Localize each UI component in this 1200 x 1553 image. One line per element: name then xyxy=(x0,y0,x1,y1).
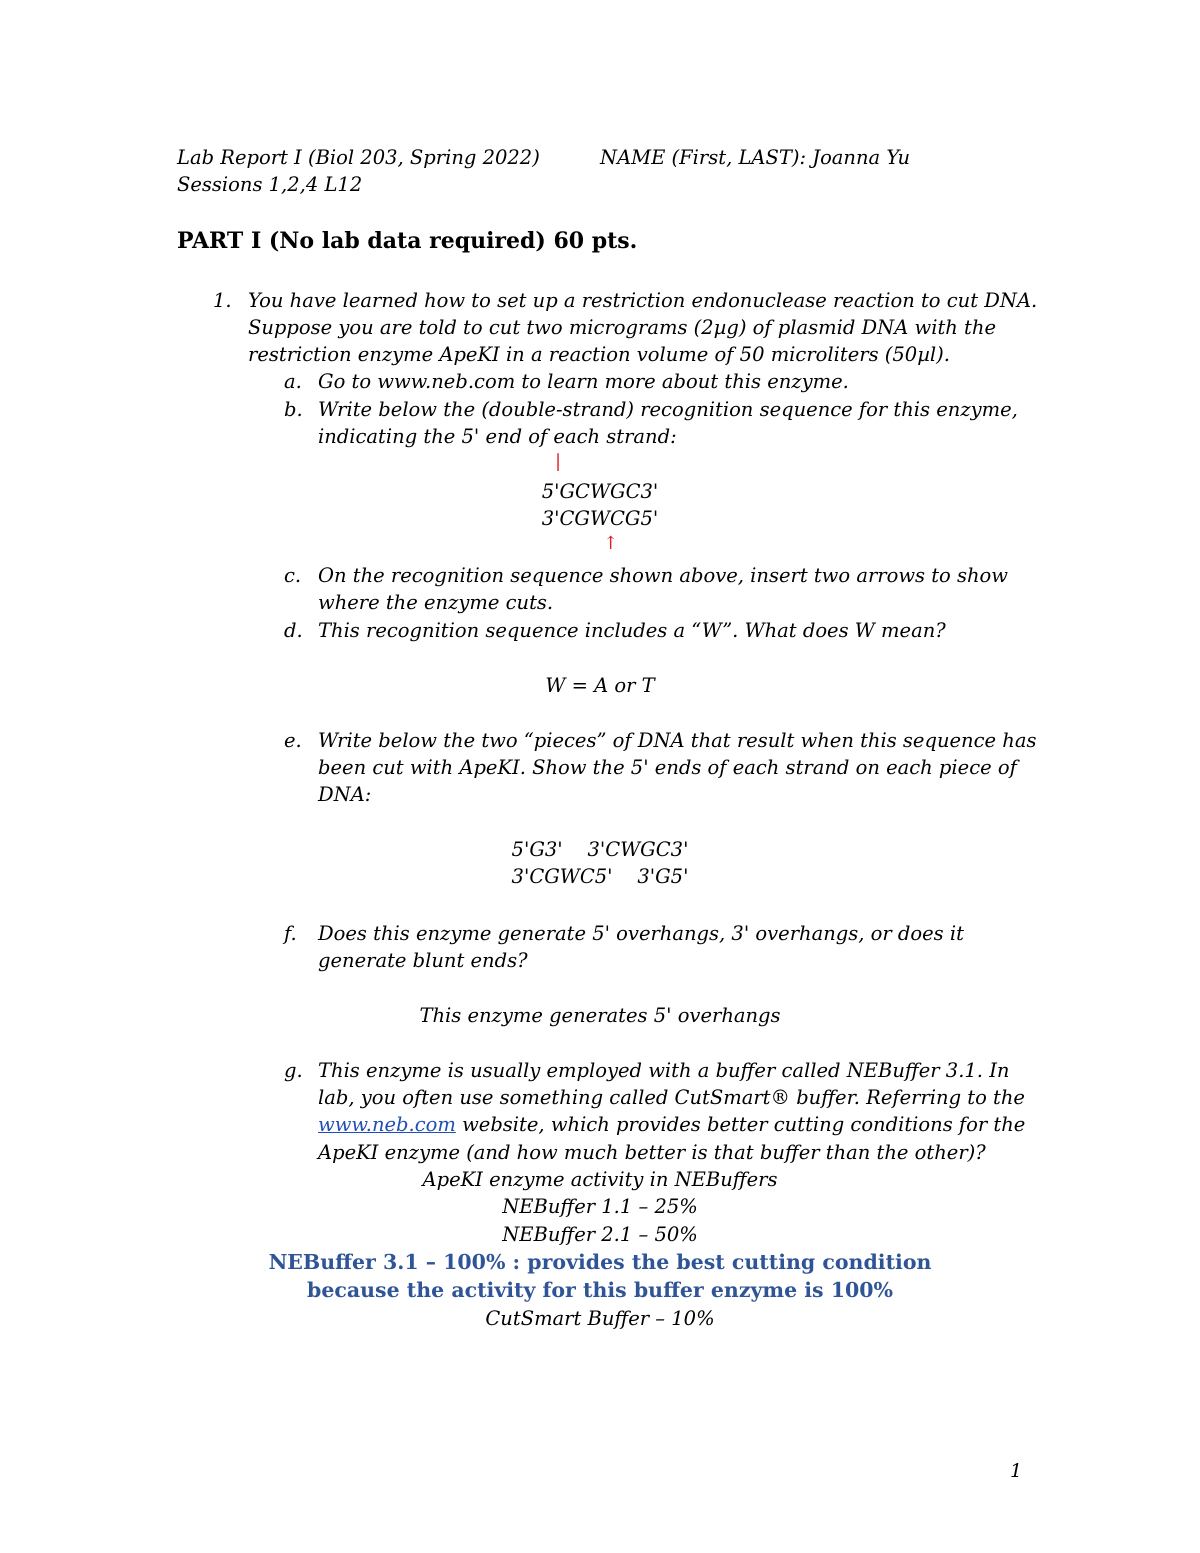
item-b-marker: b. xyxy=(284,398,303,421)
activity-title: ApeKI enzyme activity in NEBuffers xyxy=(422,1168,778,1191)
student-name: NAME (First, LAST): Joanna Yu xyxy=(600,146,911,169)
item-f-answer: This enzyme generates 5' overhangs xyxy=(419,1004,781,1027)
item-g-marker: g. xyxy=(284,1059,303,1082)
item-e-text: been cut with ApeKI. Show the 5' ends of each strand on each piece of xyxy=(318,756,1017,779)
item-g-text: website, which provides better cutting conditions for the xyxy=(455,1113,1026,1136)
part-heading: PART I (No lab data required) 60 pts. xyxy=(177,228,638,254)
item-f-marker: f. xyxy=(284,922,297,945)
report-title: Lab Report I (Biol 203, Spring 2022) xyxy=(177,146,540,169)
buffer-3-best-answer: NEBuffer 3.1 – 100% : provides the best cutting condition xyxy=(268,1250,932,1274)
item-c-text: On the recognition sequence shown above, insert two arrows to show xyxy=(318,564,1008,587)
item-f-text: generate blunt ends? xyxy=(318,949,528,972)
question-text-line: Suppose you are told to cut two micrograms (2µg) of plasmid DNA with the xyxy=(248,316,996,339)
item-a-text: Go to www.neb.com to learn more about this enzyme. xyxy=(318,370,849,393)
page-number: 1 xyxy=(1010,1460,1023,1482)
cutsmart-activity: CutSmart Buffer – 10% xyxy=(485,1307,715,1330)
item-e-text: DNA: xyxy=(318,783,372,806)
item-c-text: where the enzyme cuts. xyxy=(318,591,554,614)
question-text-line: restriction enzyme ApeKI in a reaction volume of 50 microliters (50µl). xyxy=(248,343,950,366)
question-number: 1. xyxy=(213,289,232,312)
item-f-text: Does this enzyme generate 5' overhangs, 3' overhangs, or does it xyxy=(318,922,964,945)
item-d-marker: d. xyxy=(284,619,303,642)
item-a-marker: a. xyxy=(284,370,302,393)
item-b-text: indicating the 5' end of each strand: xyxy=(318,425,677,448)
buffer-2-activity: NEBuffer 2.1 – 50% xyxy=(502,1223,698,1246)
item-g-text: lab, you often use something called CutSmart® buffer. Referring to the xyxy=(318,1086,1025,1109)
item-g-text: ApeKI enzyme (and how much better is that buffer than the other)? xyxy=(318,1141,986,1164)
recognition-seq-top: 5'GCWGC3' xyxy=(541,480,659,503)
item-c-marker: c. xyxy=(284,564,302,587)
buffer-1-activity: NEBuffer 1.1 – 25% xyxy=(502,1195,698,1218)
cut-arrow-down-icon: | xyxy=(555,451,562,472)
item-e-marker: e. xyxy=(284,729,302,752)
question-text-line: You have learned how to set up a restriction endonuclease reaction to cut DNA. xyxy=(248,289,1038,312)
item-e-text: Write below the two “pieces” of DNA that result when this sequence has xyxy=(318,729,1037,752)
item-e-answer-top: 5'G3' 3'CWGC3' xyxy=(511,838,689,861)
buffer-3-best-answer-cont: because the activity for this buffer enzyme is 100% xyxy=(307,1278,893,1302)
item-b-text: Write below the (double-strand) recognition sequence for this enzyme, xyxy=(318,398,1018,421)
recognition-seq-bottom: 3'CGWCG5' xyxy=(541,507,659,530)
sessions-label: Sessions 1,2,4 L12 xyxy=(177,173,363,196)
item-d-answer: W = A or T xyxy=(545,674,655,697)
cut-arrow-up-icon: ↑ xyxy=(603,533,619,554)
item-g-text-line3 xyxy=(318,1111,1025,1138)
item-g-text: This enzyme is usually employed with a buffer called NEBuffer 3.1. In xyxy=(318,1059,1010,1082)
item-d-text: This recognition sequence includes a “W”. What does W mean? xyxy=(318,619,946,642)
item-e-answer-bottom: 3'CGWC5' 3'G5' xyxy=(511,865,689,888)
neb-link[interactable]: www.neb.com xyxy=(318,1113,456,1136)
